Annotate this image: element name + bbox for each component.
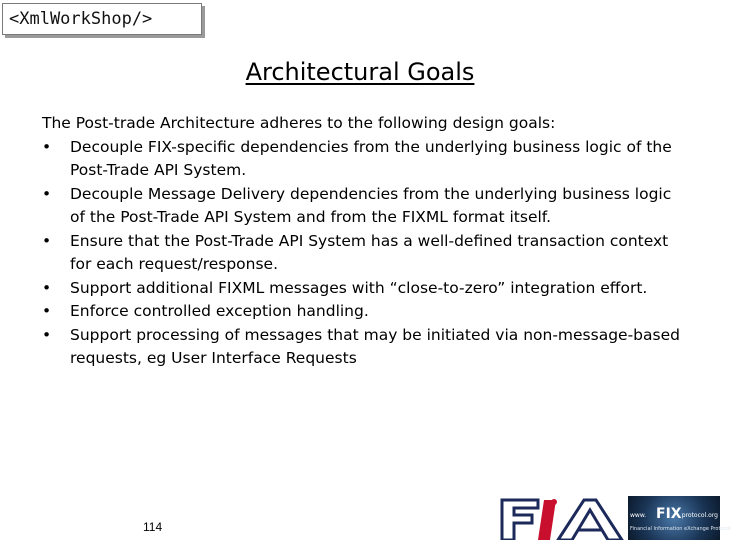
goals-list xyxy=(42,136,682,371)
fix-protocol-logo xyxy=(628,496,731,540)
bullet-icon: • xyxy=(42,302,52,320)
fix-wordmark: FIX xyxy=(656,506,682,522)
goal-text: Support additional FIXML messages with “close-to-zero” integration effort. xyxy=(70,278,648,297)
page-number: 114 xyxy=(143,520,163,534)
list-item xyxy=(42,277,682,301)
fix-tagline: Financial Information eXchange Protocol xyxy=(630,526,731,532)
bullet-icon: • xyxy=(42,278,52,297)
fia-logo xyxy=(498,496,626,540)
goal-text: Decouple FIX-specific dependencies from the underlying business logic of the Post-Trade API System. xyxy=(70,137,672,179)
goal-text: Decouple Message Delivery dependencies from the underlying business logic of the Post-Trade API System and from the FIXML format itself. xyxy=(70,184,672,226)
list-item xyxy=(42,183,682,230)
list-item xyxy=(42,136,682,183)
bullet-icon: • xyxy=(42,184,52,203)
fia-i-dot xyxy=(551,499,557,505)
list-item xyxy=(42,300,682,324)
goal-text: Support processing of messages that may be initiated via non-message-based requests, eg User Interface Requests xyxy=(70,325,680,367)
goal-text: Ensure that the Post-Trade API System has a well-defined transaction context for each request/response. xyxy=(70,231,669,273)
intro-text: The Post-trade Architecture adheres to the following design goals: xyxy=(42,114,556,132)
bullet-icon: • xyxy=(42,137,52,156)
list-item xyxy=(42,230,682,277)
slide-title: Architectural Goals xyxy=(245,58,475,86)
fix-url-right: protocol.org xyxy=(681,512,718,519)
fix-url-left: www. xyxy=(630,512,647,519)
xmlworkshop-tag: <XmlWorkShop/> xyxy=(2,3,202,35)
bullet-icon: • xyxy=(42,231,52,250)
slide-body xyxy=(42,112,682,371)
list-item xyxy=(42,324,682,371)
goal-text: Enforce controlled exception handling. xyxy=(70,302,369,320)
bullet-icon: • xyxy=(42,325,52,344)
slide-title-container xyxy=(0,58,720,86)
